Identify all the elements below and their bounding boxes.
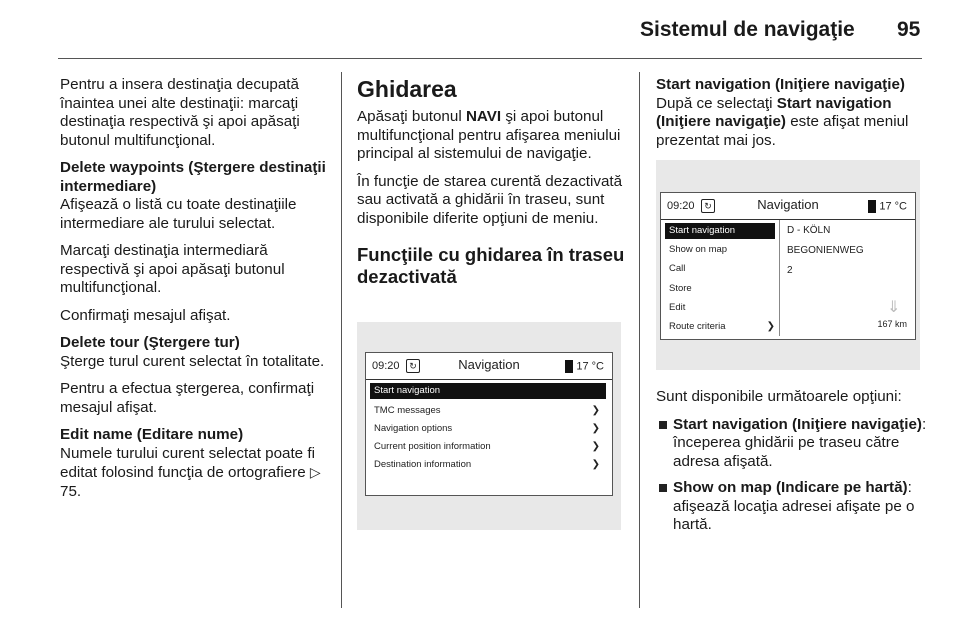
options-intro: Sunt disponibile următoarele opţiuni:	[656, 388, 902, 405]
bullet-item: Start navigation (Iniţiere navigaţie): începerea ghidării pe traseu către adresa afişată.	[656, 416, 928, 472]
bullet-text: afişează locaţia adresei afişate pe o hartă.	[673, 497, 915, 533]
screen-rule	[366, 379, 612, 380]
term-start-navigation: Start navigation (Iniţiere navigaţie)	[656, 76, 905, 93]
navigation-screen-2	[660, 192, 916, 340]
navi-paragraph	[357, 108, 633, 164]
menu-item-route-criteria[interactable]	[665, 319, 775, 335]
text: După ce selectaţi	[656, 94, 777, 112]
detail-city: D - KÖLN	[787, 225, 831, 236]
distance-value: 167 km	[877, 319, 907, 329]
chevron-right-icon: ❯	[591, 441, 600, 452]
start-nav-paragraph	[656, 95, 926, 151]
screen-title: Navigation	[458, 357, 520, 372]
page-reference[interactable]: 75.	[60, 482, 82, 500]
menu-item-show-on-map[interactable]: Show on map	[669, 244, 728, 255]
term-edit-name: Edit name (Editare nume)	[60, 426, 244, 443]
bullet-icon	[659, 421, 667, 429]
arrow-ref-icon: ▷	[309, 464, 321, 480]
column-1	[60, 76, 336, 510]
thermometer-icon	[565, 360, 573, 373]
menu-item-edit[interactable]: Edit	[669, 302, 686, 313]
subsection-heading: Funcţiile cu ghidarea în traseu dezactivată	[357, 244, 625, 287]
page-header-title: Sistemul de navigaţie	[640, 18, 855, 41]
def-edit-name	[60, 445, 336, 502]
text: este afişat meniul prezentat mai jos.	[656, 113, 909, 149]
term-delete-tour: Delete tour (Ştergere tur)	[60, 334, 240, 351]
bullet-term: Show on map (Indicare pe hartă)	[673, 479, 908, 496]
column-3	[656, 76, 926, 159]
screen-rule	[661, 219, 915, 220]
menu-item-label: Current position information	[374, 441, 491, 452]
direction-arrow-icon: ⇓	[887, 299, 901, 316]
text: Apăsaţi butonul	[357, 108, 466, 125]
def-edit-name-text: Numele turului curent selectat poate fi editat folosind funcţia de ortografiere	[60, 444, 315, 481]
detail-number: 2	[787, 265, 793, 276]
detail-street: BEGONIENWEG	[787, 245, 864, 256]
menu-item-destination-information[interactable]	[370, 457, 606, 473]
screen-status-bar	[366, 353, 612, 379]
menu-item-start-navigation[interactable]: Start navigation	[665, 223, 775, 239]
menu-item-start-navigation[interactable]: Start navigation	[370, 383, 606, 399]
text-bold: Start navigation (Iniţiere navigaţie)	[656, 94, 892, 130]
chevron-right-icon: ❯	[591, 405, 600, 416]
chevron-right-icon: ❯	[591, 459, 600, 470]
section-heading: Ghidarea	[357, 76, 457, 102]
menu-item-label: Destination information	[374, 459, 472, 470]
temperature	[868, 200, 907, 213]
intro-paragraph: Pentru a insera destinaţia decupată înaintea unei alte destinaţii: marcaţi destinaţia respectivă şi apoi apăsaţi butonul multifuncţional.	[60, 76, 300, 149]
clock: 09:20	[667, 200, 695, 212]
bullet-text: începerea ghidării pe traseu către adresa afişată.	[673, 434, 900, 470]
column-2	[357, 76, 633, 288]
def-delete-tour: Şterge turul curent selectat în totalitate.	[60, 352, 325, 370]
delete-confirm-paragraph: Pentru a efectua ştergerea, confirmaţi mesajul afişat.	[60, 380, 315, 416]
menu-item-navigation-options[interactable]	[370, 421, 606, 437]
bullet-term: Start navigation (Iniţiere navigaţie)	[673, 415, 922, 433]
menu-item-label: Route criteria	[669, 321, 726, 332]
menu-item-label: TMC messages	[374, 405, 441, 416]
screen-1-frame	[357, 322, 621, 530]
menu-item-current-position[interactable]	[370, 439, 606, 455]
column-divider-1	[341, 72, 342, 608]
sync-icon: ↻	[406, 359, 420, 373]
menu-item-tmc-messages[interactable]	[370, 403, 606, 419]
navigation-screen-1	[365, 352, 613, 496]
page-number: 95	[897, 18, 921, 41]
header-rule	[58, 58, 922, 59]
navi-button-label: NAVI	[465, 108, 502, 125]
column-divider-2	[639, 72, 640, 608]
menu-item-call[interactable]: Call	[669, 263, 686, 274]
screen-2-frame	[656, 160, 920, 370]
menu-item-label: Navigation options	[374, 423, 453, 434]
chevron-right-icon: ❯	[766, 321, 775, 332]
term-delete-waypoints: Delete waypoints (Ştergere destinaţii intermediare)	[60, 159, 326, 195]
chevron-right-icon: ❯	[591, 423, 600, 434]
mark-paragraph: Marcaţi destinaţia intermediară respectivă şi apoi apăsaţi butonul multifuncţional.	[60, 242, 285, 296]
temperature-value: 17 °C	[576, 360, 604, 373]
confirm-paragraph: Confirmaţi mesajul afişat.	[60, 306, 231, 324]
screen-title: Navigation	[757, 197, 819, 212]
bullet-item: Show on map (Indicare pe hartă): afişează locaţia adresei afişate pe o hartă.	[656, 479, 928, 535]
def-delete-waypoints: Afişează o listă cu toate destinaţiile intermediare ale turului selectat.	[60, 196, 297, 232]
temperature	[565, 360, 604, 373]
state-paragraph: În funcţie de starea curentă dezactivată sau activată a ghidării în traseu, sunt disponibile diferite opţiuni de meniu.	[357, 172, 623, 227]
temperature-value: 17 °C	[879, 200, 907, 213]
clock: 09:20	[372, 360, 400, 372]
screen-status-bar	[661, 193, 915, 219]
options-section	[656, 388, 928, 535]
bullet-icon	[659, 484, 667, 492]
text: şi apoi butonul multifuncţional pentru afişarea meniului principal al sistemului de navigaţie.	[357, 108, 621, 162]
sync-icon: ↻	[701, 199, 715, 213]
thermometer-icon	[868, 200, 876, 213]
menu-divider	[779, 220, 780, 336]
menu-item-store[interactable]: Store	[669, 283, 692, 294]
